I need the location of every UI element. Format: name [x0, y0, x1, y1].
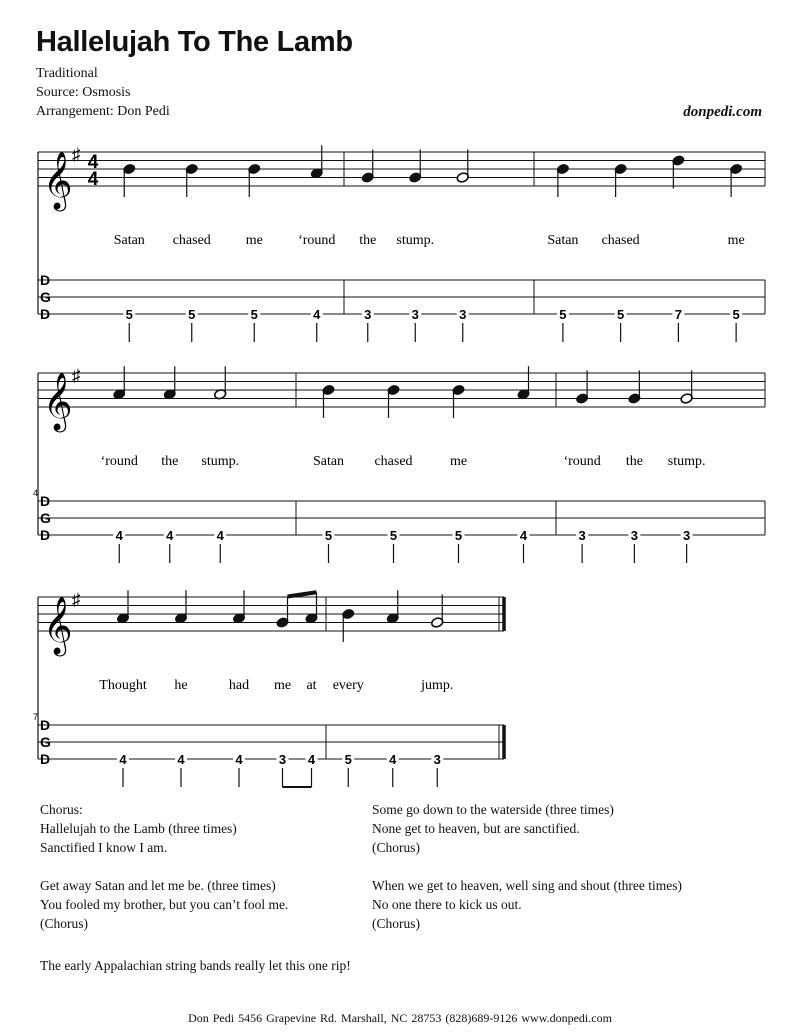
time-signature-top: 4 [87, 152, 99, 173]
verse-column-left [40, 800, 380, 952]
tab-fret-number: 3 [278, 752, 287, 767]
system-number: 4 [33, 488, 39, 498]
lyric-syllable: Thought [99, 678, 147, 693]
tab-fret-number: 3 [683, 528, 691, 543]
tab-fret-number: 3 [578, 528, 586, 543]
tab-fret-number: 4 [115, 528, 123, 543]
lyric-syllable: chased [601, 233, 640, 248]
tab-string-label: D [40, 527, 51, 543]
lyric-syllable: the [161, 454, 179, 469]
music-system [33, 366, 765, 563]
verse-line: None get to heaven, but are sanctified. [372, 821, 580, 836]
tab-fret-number: 3 [411, 307, 419, 322]
tab-fret-number: 5 [732, 307, 740, 322]
verse-line: (Chorus) [372, 916, 420, 931]
source-credit: Source: Osmosis [36, 85, 131, 100]
lyric-syllable: he [174, 678, 188, 693]
treble-clef-icon: 𝄞 [43, 373, 73, 429]
tab-fret-number: 5 [125, 307, 133, 322]
tab-fret-number: 3 [630, 528, 638, 543]
lyric-syllable: me [727, 233, 745, 248]
time-signature-bottom: 4 [87, 169, 99, 190]
music-system [38, 145, 765, 342]
verse-line: When we get to heaven, well sing and shout (three times) [372, 878, 683, 893]
system-number: 7 [33, 712, 39, 722]
tab-fret-number: 5 [617, 307, 625, 322]
tab-fret-number: 4 [119, 752, 127, 767]
performance-note: The early Appalachian string bands really let this one rip! [40, 958, 351, 973]
verse-line: (Chorus) [40, 916, 88, 931]
verse-line: Chorus: [40, 802, 83, 817]
lyric-syllable: the [359, 233, 377, 248]
tab-string-label: D [40, 751, 51, 767]
lyric-syllable: stump. [396, 233, 435, 248]
website-label: donpedi.com [683, 104, 762, 120]
tab-fret-number: 4 [307, 752, 316, 767]
verse-line: Hallelujah to the Lamb (three times) [40, 821, 237, 836]
tab-fret-number: 4 [389, 752, 397, 767]
lyric-syllable: Satan [113, 233, 145, 248]
lyric-syllable: me [449, 454, 468, 469]
tab-string-label: D [40, 306, 51, 322]
lyric-syllable: chased [374, 454, 413, 469]
verse-stanza [372, 876, 782, 933]
verse-stanza [40, 876, 380, 933]
arrangement-credit: Arrangement: Don Pedi [36, 104, 170, 119]
lyric-syllable: the [625, 454, 643, 469]
lyric-syllable: every [332, 678, 364, 693]
tab-fret-number: 4 [177, 752, 185, 767]
verse-line: You fooled my brother, but you can’t fool me. [40, 897, 289, 912]
treble-clef-icon: 𝄞 [43, 152, 73, 208]
lyric-syllable: ‘round [298, 233, 336, 248]
contact-footer: Don Pedi 5456 Grapevine Rd. Marshall, NC 28753 (828)689-9126 www.donpedi.com [188, 1011, 612, 1025]
tab-string-label: D [40, 493, 51, 509]
tab-fret-number: 4 [166, 528, 174, 543]
tab-fret-number: 5 [454, 528, 463, 543]
composer-credit: Traditional [36, 66, 98, 81]
tab-fret-number: 3 [364, 307, 372, 322]
key-signature-sharp-icon: ♯ [72, 366, 81, 385]
verse-line: Sanctified I know I am. [40, 840, 168, 855]
tab-fret-number: 5 [559, 307, 567, 322]
verse-line: No one there to kick us out. [372, 897, 522, 912]
verse-line: Some go down to the waterside (three times) [372, 802, 614, 817]
verse-line: Get away Satan and let me be. (three times) [40, 878, 276, 893]
tab-string-label: G [40, 510, 51, 526]
tab-fret-number: 3 [459, 307, 467, 322]
tab-fret-number: 3 [433, 752, 441, 767]
lyric-syllable: Satan [312, 454, 345, 469]
tab-fret-number: 5 [250, 307, 258, 322]
lyric-syllable: me [245, 233, 263, 248]
tab-fret-number: 7 [674, 307, 682, 322]
tab-fret-number: 4 [519, 528, 528, 543]
lyric-syllable: ‘round [100, 454, 138, 469]
music-system [33, 590, 504, 787]
verse-column-right [372, 800, 782, 952]
verse-stanza [40, 800, 380, 857]
tab-string-label: D [40, 717, 51, 733]
lyric-syllable: jump. [421, 678, 454, 693]
lyric-syllable: at [306, 678, 317, 693]
lyric-syllable: ‘round [563, 454, 601, 469]
song-title: Hallelujah To The Lamb [36, 26, 353, 58]
tab-string-label: G [40, 734, 51, 750]
tab-fret-number: 5 [344, 752, 352, 767]
tab-fret-number: 4 [313, 307, 321, 322]
tab-fret-number: 4 [216, 528, 224, 543]
lyric-syllable: stump. [201, 454, 240, 469]
note-beam [288, 592, 317, 596]
verse-stanza [372, 800, 782, 857]
lyric-syllable: chased [172, 233, 211, 248]
lyric-syllable: Satan [547, 233, 579, 248]
verse-line: (Chorus) [372, 840, 420, 855]
tab-fret-number: 4 [235, 752, 243, 767]
tab-string-label: D [40, 272, 51, 288]
lyric-syllable: stump. [667, 454, 706, 469]
lyric-syllable: me [273, 678, 292, 693]
tab-fret-number: 5 [389, 528, 398, 543]
lyric-syllable: had [228, 678, 250, 693]
treble-clef-icon: 𝄞 [43, 597, 73, 653]
tab-string-label: G [40, 289, 51, 305]
tab-fret-number: 5 [188, 307, 196, 322]
key-signature-sharp-icon: ♯ [72, 145, 81, 164]
key-signature-sharp-icon: ♯ [72, 590, 81, 609]
tab-fret-number: 5 [324, 528, 333, 543]
